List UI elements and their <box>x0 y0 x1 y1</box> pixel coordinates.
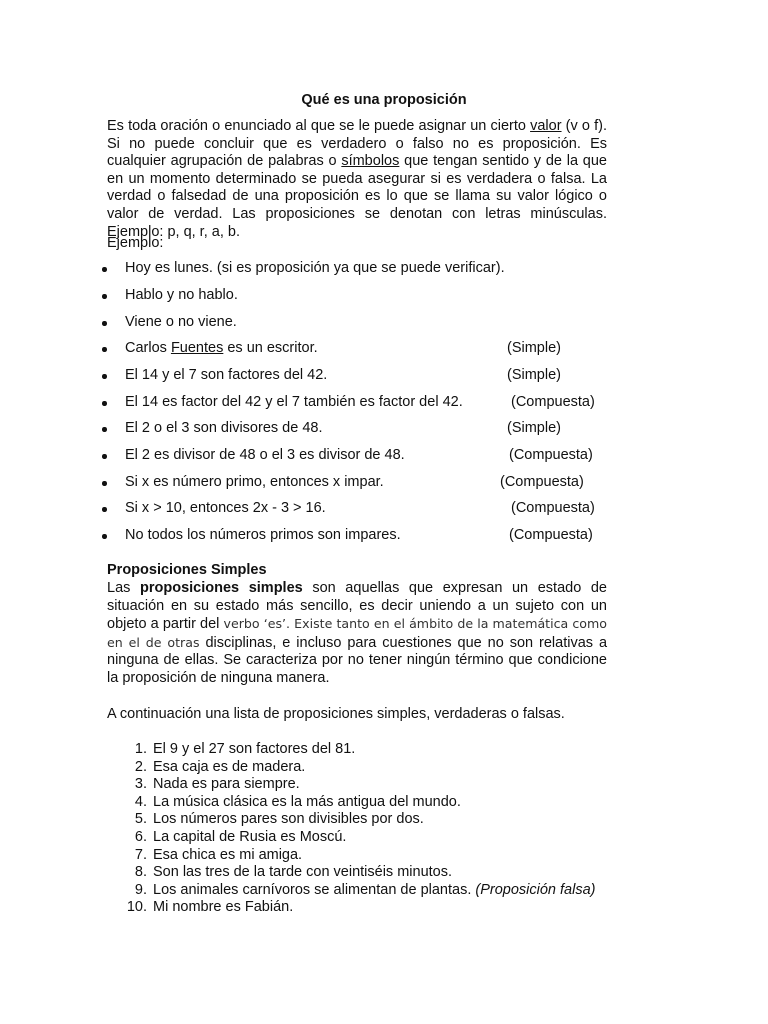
example-tag: (Compuesta) <box>511 500 595 516</box>
example-text: No todos los números primos son impares. <box>125 527 401 543</box>
example-tag: (Compuesta) <box>511 394 595 410</box>
list-item <box>0 340 768 360</box>
ejemplo-label: Ejemplo: <box>107 235 164 251</box>
list-text <box>153 882 595 898</box>
example-text: Viene o no viene. <box>125 314 237 330</box>
bullet-icon <box>102 454 107 459</box>
example-text: Hoy es lunes. (si es proposición ya que se puede verificar). <box>125 260 505 276</box>
example-text-after: es un escritor. <box>223 340 318 356</box>
bullet-icon <box>102 507 107 512</box>
bullet-icon <box>102 321 107 326</box>
list-item <box>0 882 768 900</box>
list-intro: A continuación una lista de proposiciones simples, verdaderas o falsas. <box>107 706 565 722</box>
simples-bold: proposiciones simples <box>140 580 303 596</box>
list-item <box>0 829 768 847</box>
intro-link-valor: valor <box>530 118 562 134</box>
simples-paragraph <box>107 580 607 688</box>
list-item <box>0 811 768 829</box>
bullet-icon <box>102 294 107 299</box>
example-text: Hablo y no hablo. <box>125 287 238 303</box>
bullet-icon <box>102 481 107 486</box>
list-text: La música clásica es la más antigua del mundo. <box>153 793 461 810</box>
list-number: 5. <box>134 811 147 828</box>
list-text: Los números pares son divisibles por dos. <box>153 811 424 828</box>
list-text: Esa caja es de madera. <box>153 758 306 775</box>
bullet-icon <box>102 374 107 379</box>
example-text: El 2 es divisor de 48 o el 3 es divisor de 48. <box>125 447 405 463</box>
list-item <box>0 447 768 467</box>
list-number: 4. <box>134 793 147 810</box>
example-text: El 14 y el 7 son factores del 42. <box>125 367 328 383</box>
list-text-main: Los animales carnívoros se alimentan de plantas. <box>153 881 476 898</box>
simples-lead: Las <box>107 580 140 596</box>
bullet-icon <box>102 401 107 406</box>
example-text: El 2 o el 3 son divisores de 48. <box>125 420 323 436</box>
intro-paragraph <box>107 118 607 241</box>
example-tag: (Compuesta) <box>509 527 593 543</box>
list-number: 9. <box>134 881 147 898</box>
list-item <box>0 260 768 280</box>
simples-verbo: verbo ‘es’. Existe tanto en el ámbito de la matemática como en el de otras <box>107 616 607 650</box>
list-item <box>0 776 768 794</box>
bullet-icon <box>102 267 107 272</box>
list-text: El 9 y el 27 son factores del 81. <box>153 741 356 757</box>
example-text: Si x > 10, entonces 2x - 3 > 16. <box>125 500 326 516</box>
list-item <box>0 394 768 414</box>
simples-text-1: son aquellas que expresan un estado de situación en su estado más sencillo, es decir uniendo a un sujeto con un objeto a partir del <box>107 580 607 633</box>
list-note: (Proposición falsa) <box>475 881 596 898</box>
page-title: Qué es una proposición <box>301 92 467 108</box>
example-tag: (Simple) <box>507 340 561 356</box>
list-number: 1. <box>134 741 147 757</box>
list-item <box>0 794 768 812</box>
list-text: Son las tres de la tarde con veintiséis minutos. <box>153 864 453 881</box>
list-number: 8. <box>134 864 147 881</box>
intro-text-2: (v o f). Si no puede concluir que es verdadero o falso no es proposición. Es cualquier agrupación de palabras o <box>107 118 607 170</box>
example-tag: (Simple) <box>507 420 561 436</box>
simples-text-2: disciplinas, e incluso para cuestiones que no son relativas a ninguna de ellas. Se caracteriza por no tener ningún término que condicione la proposición de ninguna manera. <box>107 634 608 686</box>
list-number: 2. <box>134 758 147 775</box>
list-number: 3. <box>134 776 147 793</box>
bullet-icon <box>102 427 107 432</box>
example-underlined: Fuentes <box>170 340 224 356</box>
list-text: Nada es para siempre. <box>153 776 300 793</box>
list-text: La capital de Rusia es Moscú. <box>153 829 347 845</box>
list-item <box>0 474 768 494</box>
example-tag: (Compuesta) <box>500 474 584 490</box>
list-item <box>0 500 768 520</box>
list-number: 6. <box>134 829 147 845</box>
intro-link-simbolos: símbolos <box>341 153 400 170</box>
list-item <box>0 899 768 917</box>
list-item <box>0 741 768 759</box>
list-number: 10. <box>126 899 147 916</box>
example-text <box>125 340 318 356</box>
bullet-icon <box>102 534 107 539</box>
example-text-before: Carlos <box>125 340 171 356</box>
bullet-icon <box>102 347 107 352</box>
list-text: Mi nombre es Fabián. <box>153 899 294 916</box>
example-tag: (Simple) <box>507 367 561 383</box>
example-tag: (Compuesta) <box>509 447 593 463</box>
list-item <box>0 287 768 307</box>
list-item <box>0 367 768 387</box>
list-item <box>0 847 768 865</box>
example-text: El 14 es factor del 42 y el 7 también es factor del 42. <box>125 394 463 410</box>
list-item <box>0 864 768 882</box>
list-item <box>0 527 768 547</box>
list-item <box>0 420 768 440</box>
intro-text-3: que tengan sentido y de la que en un momento determinado se pueda asegurar si es verdadera o falsa. La verdad o falsedad de una proposición es lo que se llama su valor lógico o valor de verdad. Las proposiciones se denotan con letras minúsculas. Ejemplo: p, q, r, a, b. <box>107 153 607 240</box>
example-text: Si x es número primo, entonces x impar. <box>125 474 384 490</box>
list-item <box>0 314 768 334</box>
list-item <box>0 759 768 777</box>
list-text: Esa chica es mi amiga. <box>153 846 303 863</box>
section-heading: Proposiciones Simples <box>107 562 267 578</box>
list-number: 7. <box>134 846 147 863</box>
intro-text-1: Es toda oración o enunciado al que se le puede asignar un cierto <box>107 118 531 134</box>
